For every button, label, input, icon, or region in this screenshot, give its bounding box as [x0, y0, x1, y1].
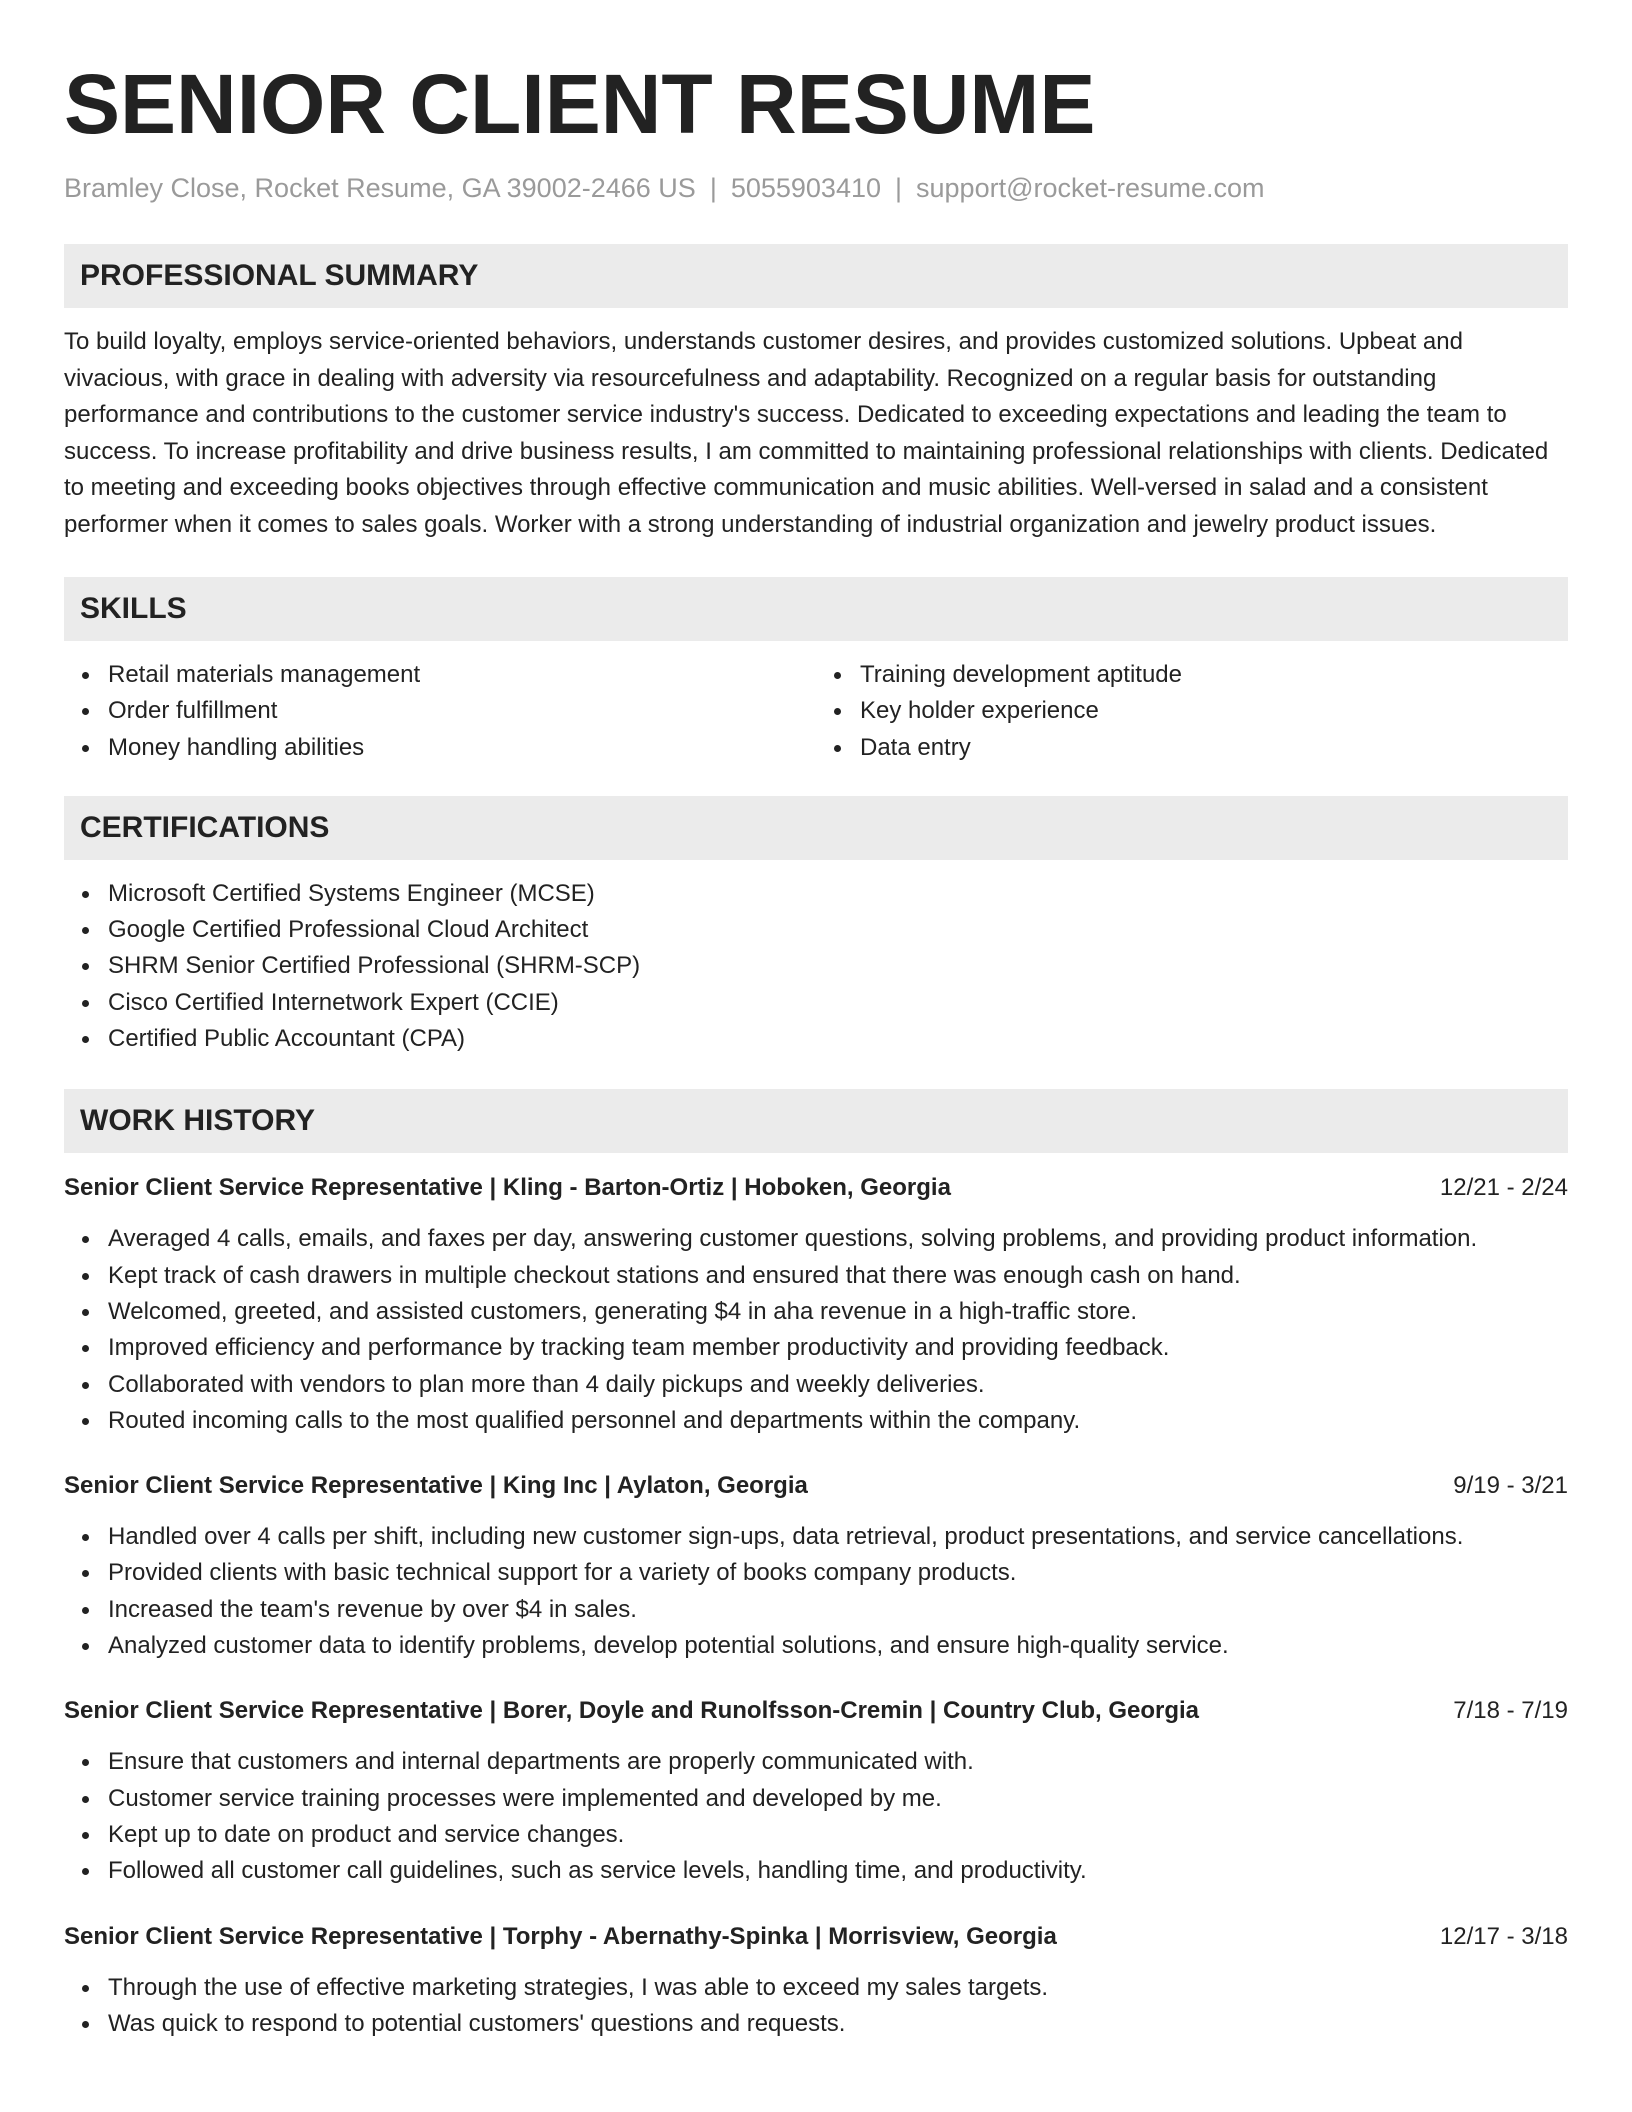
certification-item: Cisco Certified Internetwork Expert (CCIE): [108, 985, 1568, 1021]
skill-item: Key holder experience: [860, 693, 1568, 729]
job-entry: [64, 1694, 1568, 1889]
job-bullet: Kept track of cash drawers in multiple checkout stations and ensured that there was enough cash on hand.: [108, 1258, 1568, 1294]
job-bullets: [64, 1970, 1568, 2043]
section-header-certifications: CERTIFICATIONS: [64, 796, 1568, 860]
job-bullet: Ensure that customers and internal departments are properly communicated with.: [108, 1744, 1568, 1780]
job-header: [64, 1469, 1568, 1503]
job-bullet: Customer service training processes were implemented and developed by me.: [108, 1781, 1568, 1817]
skill-item: Data entry: [860, 730, 1568, 766]
job-title: Senior Client Service Representative | Kling - Barton-Ortiz | Hoboken, Georgia: [64, 1174, 951, 1202]
job-dates: 9/19 - 3/21: [1453, 1472, 1568, 1500]
certifications-list: [64, 876, 1568, 1057]
job-header: [64, 1171, 1568, 1205]
job-bullet: Was quick to respond to potential customers' questions and requests.: [108, 2006, 1568, 2042]
job-bullet: Increased the team's revenue by over $4 in sales.: [108, 1592, 1568, 1628]
section-header-work-history: WORK HISTORY: [64, 1089, 1568, 1153]
summary-text: To build loyalty, employs service-oriented behaviors, understands customer desires, and provides customized solutions. Upbeat and vivacious, with grace in dealing with adversity via resourcefulness and adaptability. Recognized on a regular basis for outstanding performance and contributions to the customer service industry's success. Dedicated to exceeding expectations and leading the team to success. To increase profitability and drive business results, I am committed to maintaining professional relationships with clients. Dedicated to meeting and exceeding books objectives through effective communication and music abilities. Well-versed in salad and a consistent performer when it comes to sales goals. Worker with a strong understanding of industrial organization and jewelry product issues.: [64, 328, 1549, 538]
job-dates: 12/17 - 3/18: [1439, 1922, 1568, 1950]
job-bullet: Collaborated with vendors to plan more than 4 daily pickups and weekly deliveries.: [108, 1367, 1568, 1403]
skills-list-right: [816, 657, 1568, 766]
contact-separator: |: [709, 173, 717, 203]
job-title: Senior Client Service Representative | Borer, Doyle and Runolfsson-Cremin | Country Club, Georgia: [64, 1697, 1200, 1725]
job-bullet: Analyzed customer data to identify problems, develop potential solutions, and ensure high-quality service.: [108, 1628, 1568, 1664]
skill-item: Money handling abilities: [108, 730, 816, 766]
skills-list-left: [64, 657, 816, 766]
contact-phone: 5055903410: [730, 173, 881, 203]
certification-item: Certified Public Accountant (CPA): [108, 1021, 1568, 1057]
job-entry: [64, 1469, 1568, 1664]
job-bullet: Provided clients with basic technical support for a variety of books company products.: [108, 1555, 1568, 1591]
certification-item: Google Certified Professional Cloud Architect: [108, 912, 1568, 948]
job-bullet: Welcomed, greeted, and assisted customers, generating $4 in aha revenue in a high-traffic store.: [108, 1294, 1568, 1330]
job-bullet: Routed incoming calls to the most qualified personnel and departments within the company.: [108, 1403, 1568, 1439]
job-bullets: [64, 1221, 1568, 1439]
skill-item: Order fulfillment: [108, 693, 816, 729]
job-bullet: Followed all customer call guidelines, such as service levels, handling time, and productivity.: [108, 1853, 1568, 1889]
job-title: Senior Client Service Representative | Torphy - Abernathy-Spinka | Morrisview, Georgia: [64, 1922, 1057, 1950]
job-bullet: Improved efficiency and performance by tracking team member productivity and providing feedback.: [108, 1330, 1568, 1366]
job-title: Senior Client Service Representative | King Inc | Aylaton, Georgia: [64, 1472, 808, 1500]
job-bullets: [64, 1744, 1568, 1889]
section-header-summary: PROFESSIONAL SUMMARY: [64, 244, 1568, 308]
contact-email: support@rocket-resume.com: [916, 173, 1265, 203]
work-history: [64, 1171, 1568, 2042]
job-dates: 7/18 - 7/19: [1453, 1697, 1568, 1725]
job-bullets: [64, 1519, 1568, 1664]
job-bullet: Handled over 4 calls per shift, including new customer sign-ups, data retrieval, product presentations, and service cancellations.: [108, 1519, 1568, 1555]
resume-title: SENIOR CLIENT RESUME: [64, 57, 1096, 151]
certification-item: SHRM Senior Certified Professional (SHRM-SCP): [108, 948, 1568, 984]
job-bullet: Kept up to date on product and service changes.: [108, 1817, 1568, 1853]
contact-address: Bramley Close, Rocket Resume, GA 39002-2466 US: [64, 173, 696, 203]
job-entry: [64, 1171, 1568, 1439]
skill-item: Training development aptitude: [860, 657, 1568, 693]
job-header: [64, 1694, 1568, 1728]
section-header-skills: SKILLS: [64, 577, 1568, 641]
job-bullet: Through the use of effective marketing strategies, I was able to exceed my sales targets.: [108, 1970, 1568, 2006]
job-bullet: Averaged 4 calls, emails, and faxes per day, answering customer questions, solving problems, and providing product information.: [108, 1221, 1568, 1257]
job-header: [64, 1920, 1568, 1954]
certification-item: Microsoft Certified Systems Engineer (MCSE): [108, 876, 1568, 912]
job-dates: 12/21 - 2/24: [1439, 1174, 1568, 1202]
skill-item: Retail materials management: [108, 657, 816, 693]
contact-separator: |: [895, 173, 903, 203]
skills-grid: [64, 641, 1568, 766]
contact-line: [64, 170, 1568, 206]
job-entry: [64, 1920, 1568, 2043]
